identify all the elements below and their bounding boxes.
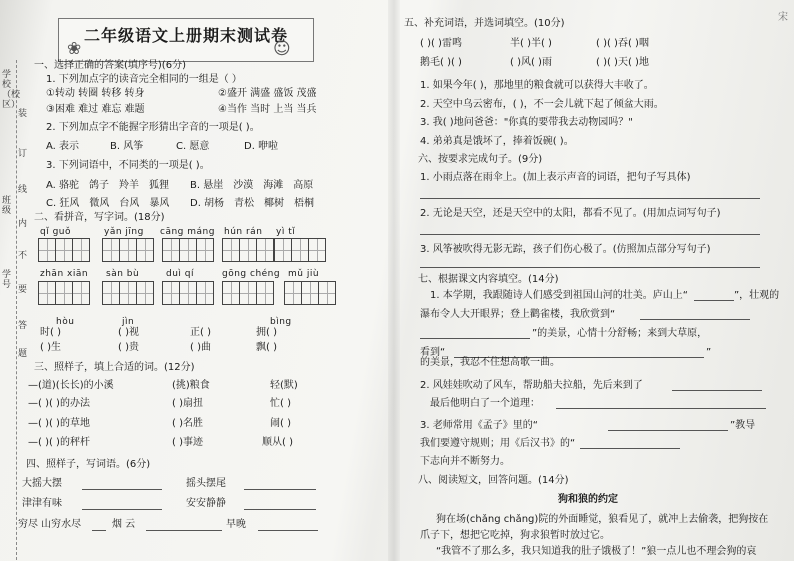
s7-line-1: 1. 本学期，我跟随诗人们感受到祖国山河的壮美。庐山上“: [430, 290, 688, 301]
s3-r1-c2[interactable]: (挑)粮食: [172, 380, 210, 391]
binding-dashed-line: [16, 60, 17, 560]
side-char-zhuang: 装: [18, 109, 28, 119]
side-char-yao: 要: [18, 285, 28, 295]
corner-mark: 宋: [778, 12, 788, 23]
s5-sentence-1[interactable]: 1. 如果今年( )，那地里的粮食就可以获得大丰收了。: [420, 80, 654, 91]
char-fill-5[interactable]: ( )生: [40, 342, 61, 353]
story-paragraph-3: “我管不了那么多，我只知道我的肚子饿极了！”狼一点儿也不理会狗的哀: [436, 546, 757, 557]
cartoon-animal-icon: ☺: [273, 39, 291, 59]
s7-line-2: 瀑布令人大开眼界；登上鹳雀楼，我欣赏到“: [420, 309, 616, 320]
pinyin-mujiu: mǔ jiù: [288, 269, 320, 279]
s3-r3-c2[interactable]: ( )名胜: [172, 418, 203, 429]
answer-line[interactable]: [244, 489, 316, 490]
s3-r4-c1[interactable]: —( )( )的秤杆: [28, 437, 90, 448]
s6-question-1: 1. 小雨点落在雨伞上。(加上表示声音的词语，把句子写具体): [420, 172, 691, 183]
pinyin-zhanxian: zhān xiān: [40, 269, 89, 279]
side-char-ti: 题: [18, 349, 28, 359]
s1-q1-option3: ③困难 难过 难忘 难题: [46, 104, 145, 115]
char-fill-7[interactable]: ( )曲: [190, 342, 211, 353]
s1-q3-option-a: A. 骆驼 鸽子 羚羊 狐狸: [46, 180, 170, 191]
s4-example-2: 摇头摆尾: [186, 478, 226, 489]
s5-sentence-2[interactable]: 2. 天空中乌云密布，( )，不一会儿就下起了倾盆大雨。: [420, 99, 664, 110]
side-char-ding: 订: [18, 149, 28, 159]
s6-question-2: 2. 无论是天空，还是天空中的太阳，都看不见了。(用加点词写句子): [420, 208, 721, 219]
char-fill-2[interactable]: ( )视: [118, 327, 139, 338]
answer-line[interactable]: [580, 448, 680, 449]
s3-r2-c2[interactable]: ( )扇扭: [172, 398, 203, 409]
pinyin-gongcheng: gōng chéng: [222, 269, 281, 279]
s1-q1-option2: ②盛开 满盛 盛饭 茂盛: [218, 88, 317, 99]
s3-r3-c1[interactable]: —( )( )的草地: [28, 418, 90, 429]
section2-header: 二、看拼音，写字词。(18分): [34, 212, 165, 223]
s1-q1-option1: ①转动 转圈 转移 转身: [46, 88, 145, 99]
answer-line[interactable]: [82, 509, 162, 510]
story-paragraph-2: 爪子下，想把它吃掉，狗求狼暂时放过它。: [420, 530, 610, 541]
cartoon-decoration-icon: ❀: [67, 39, 82, 59]
side-char-bu: 不: [18, 251, 28, 261]
s5-idiom-4[interactable]: 鹅毛( )( ): [420, 57, 462, 68]
answer-line[interactable]: [92, 530, 106, 531]
side-school-label: 学校（校区）: [2, 70, 21, 110]
s1-q1-option4: ④当作 当时 上当 当兵: [218, 104, 317, 115]
s5-idiom-5[interactable]: ( )风( )雨: [510, 57, 552, 68]
side-char-da: 答: [18, 321, 28, 331]
s4-example-7: 早晚: [226, 519, 246, 530]
pinyin-duiqi: duì qí: [166, 269, 194, 279]
s5-idiom-2[interactable]: 半( )半( ): [510, 38, 552, 49]
section4-header: 四、照样子，写词语。(6分): [26, 459, 151, 470]
answer-line[interactable]: [420, 198, 760, 199]
writing-grid[interactable]: [222, 238, 273, 262]
s1-question2: 2. 下列加点字不能握字形猜出字音的一项是( )。: [46, 122, 260, 133]
pinyin-cangmang: cāng máng: [160, 227, 215, 237]
title-banner: [58, 18, 314, 62]
char-fill-4[interactable]: 拥( ): [256, 327, 277, 338]
s5-idiom-6[interactable]: ( )( )天( )地: [596, 57, 649, 68]
section3-header: 三、照样子，填上合适的词。(12分): [34, 362, 195, 373]
s4-example-4: 安安静静: [186, 498, 226, 509]
binding-strip: [0, 0, 30, 561]
s7-line-6: 2. 风娃娃吹动了风车，帮助船夫拉船，先后来到了: [420, 380, 643, 391]
pinyin-bing: bìng: [270, 317, 292, 327]
s1-q2-option-d: D. 咿啦: [244, 141, 279, 152]
s4-example-1: 大摇大摆: [22, 478, 62, 489]
pinyin-qiguo: qǐ guǒ: [40, 227, 71, 237]
s3-r3-c3[interactable]: 闹( ): [270, 418, 291, 429]
s7-line-4b: ”: [706, 347, 712, 358]
s1-q2-option-c: C. 愿意: [176, 141, 210, 152]
char-fill-3[interactable]: 正( ): [190, 327, 211, 338]
s7-line-8b: ”教导: [730, 420, 756, 431]
writing-grid[interactable]: [222, 281, 273, 305]
section1-header: 一、选择正确的答案(填序号)(6分): [34, 60, 186, 71]
writing-grid[interactable]: [102, 238, 153, 262]
s4-example-5: 穷尽 山穷水尽: [18, 519, 82, 530]
page-title: 二年级语文上册期末测试卷: [83, 26, 288, 45]
answer-line[interactable]: [608, 430, 728, 431]
s7-line-10: 下志向并不断努力。: [420, 456, 510, 467]
char-fill-8[interactable]: 飘( ): [256, 342, 277, 353]
char-fill-6[interactable]: ( )贵: [118, 342, 139, 353]
s7-line-4: 看到“: [420, 347, 446, 358]
s4-example-3: 津津有味: [22, 498, 62, 509]
answer-line[interactable]: [420, 338, 530, 339]
answer-line[interactable]: [640, 319, 750, 320]
s1-q3-option-c: C. 狂风 微风 台风 暴风: [46, 198, 170, 209]
s5-idiom-1[interactable]: ( )( )雷鸣: [420, 38, 462, 49]
story-paragraph-1: 狗在场(chǎng chǎng)院的外面睡觉，狼看见了，就冲上去偷袭，把狗按在: [436, 514, 769, 525]
s5-sentence-3[interactable]: 3. 我( )地问爸爸："你真的要带我去动物园吗？": [420, 117, 633, 128]
answer-line[interactable]: [672, 390, 762, 391]
side-char-nei: 内: [18, 219, 28, 229]
writing-grid[interactable]: [38, 238, 89, 262]
writing-grid[interactable]: [38, 281, 89, 305]
writing-grid[interactable]: [274, 238, 325, 262]
s3-r2-c3[interactable]: 忙( ): [270, 398, 291, 409]
answer-line[interactable]: [258, 530, 318, 531]
s7-line-3: ”的美景，心情十分舒畅；来到大草原，: [532, 328, 708, 339]
pinyin-sanbu: sàn bù: [106, 269, 140, 279]
s5-idiom-3[interactable]: ( )( )吞( )咽: [596, 38, 649, 49]
side-number-label: 学号: [2, 270, 12, 290]
s3-r2-c1[interactable]: —( )( )的办法: [28, 398, 90, 409]
s1-question3: 3. 下列词语中，不同类的一项是( )。: [46, 160, 210, 171]
writing-grid[interactable]: [102, 281, 153, 305]
answer-line[interactable]: [146, 530, 222, 531]
answer-line[interactable]: [82, 489, 162, 490]
section7-header: 七、根据课文内容填空。(14分): [418, 274, 559, 285]
s1-q2-option-a: A. 表示: [46, 141, 80, 152]
s5-sentence-4[interactable]: 4. 弟弟真是饿坏了，捧着饭碗( )。: [420, 136, 574, 147]
side-char-xian: 线: [18, 185, 28, 195]
s3-r1-c1[interactable]: —(道)(长长)的小溪: [28, 380, 114, 391]
writing-grid[interactable]: [162, 281, 213, 305]
s6-question-3: 3. 风筝被吹得无影无踪，孩子们伤心极了。(仿照加点部分写句子): [420, 244, 711, 255]
pinyin-yanjing: yǎn jīng: [104, 227, 144, 237]
pinyin-hou: hòu: [56, 317, 75, 327]
section8-header: 八、阅读短文，回答问题。(14分): [418, 475, 569, 486]
s1-q3-option-d: D. 胡杨 青松 椰树 梧桐: [190, 198, 315, 209]
page-fold: [388, 0, 400, 561]
s3-r1-c3[interactable]: 轻(默): [270, 380, 298, 391]
s3-r4-c2[interactable]: ( )事迹: [172, 437, 203, 448]
side-class-label: 班级: [2, 196, 12, 216]
writing-grid[interactable]: [284, 281, 335, 305]
s4-example-6: 烟 云: [112, 519, 136, 530]
answer-line[interactable]: [420, 234, 760, 235]
s1-q3-option-b: B. 悬崖 沙漠 海滩 高原: [190, 180, 314, 191]
answer-line[interactable]: [244, 509, 316, 510]
answer-line[interactable]: [420, 267, 760, 268]
char-fill-1[interactable]: 时( ): [40, 327, 61, 338]
s7-line-1b: ”，壮观的: [734, 290, 780, 301]
s7-line-5: 的美景，我忍不住想高歌一曲。: [420, 357, 560, 368]
answer-line[interactable]: [694, 300, 734, 301]
s1-question1: 1. 下列加点字的读音完全相同的一组是（ ）: [46, 74, 242, 85]
section5-header: 五、补充词语，并选词填空。(10分): [404, 18, 565, 29]
s7-line-8: 3. 老师常用《孟子》里的“: [420, 420, 538, 431]
s1-q2-option-b: B. 风筝: [110, 141, 144, 152]
pinyin-hunran: hún rán: [224, 227, 263, 237]
s3-r4-c3[interactable]: 顺从( ): [262, 437, 293, 448]
story-title: 狗和狼的约定: [558, 494, 618, 505]
pinyin-jin: jìn: [122, 317, 135, 327]
writing-grid[interactable]: [162, 238, 213, 262]
answer-line[interactable]: [556, 408, 766, 409]
s7-line-7: 最后他明白了一个道理：: [430, 398, 540, 409]
pinyin-yiti: yì tǐ: [276, 227, 296, 237]
section6-header: 六、按要求完成句子。(9分): [418, 154, 543, 165]
s7-line-9: 我们要遵守规则；用《后汉书》的“: [420, 438, 576, 449]
